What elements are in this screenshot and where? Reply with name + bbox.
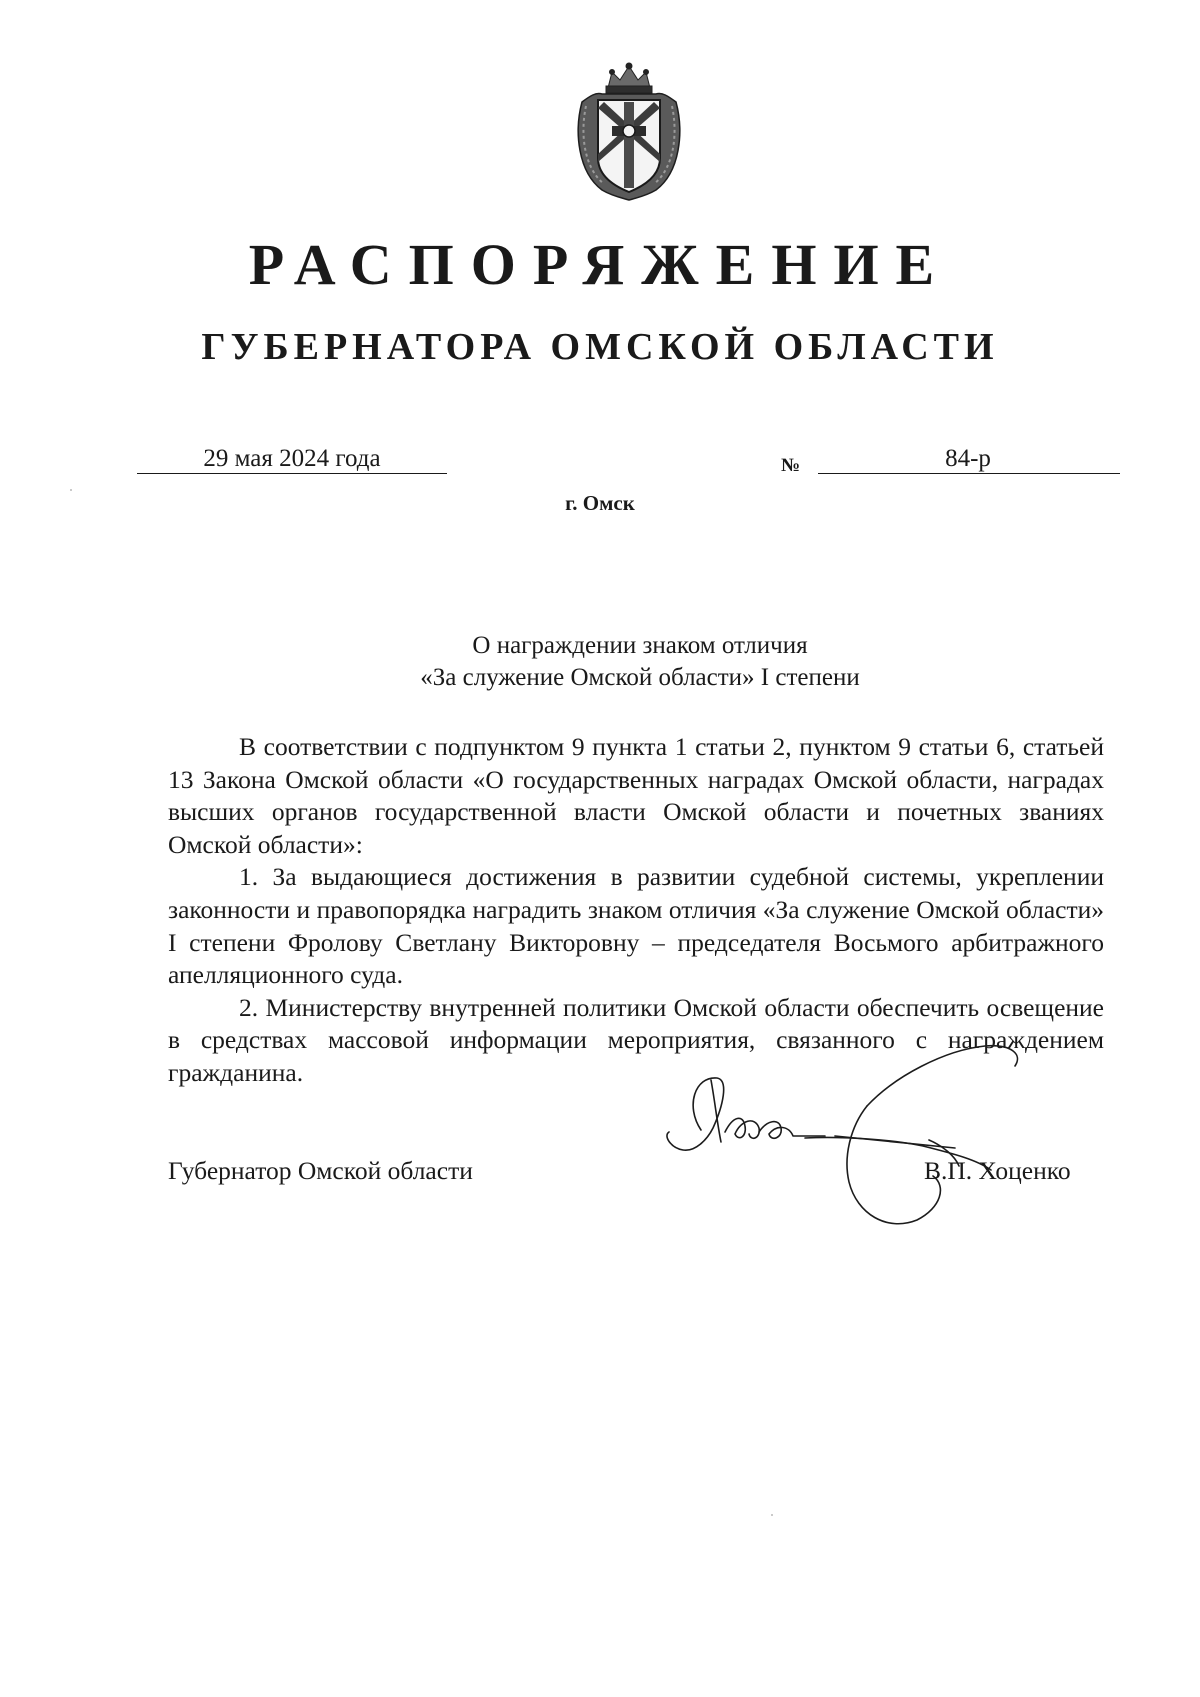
number-underline	[818, 473, 1120, 474]
date-underline	[137, 473, 447, 474]
body-paragraph-2: 2. Министерству внутренней политики Омской области обеспечить освещение в средствах массовой информации мероприятия, связанного с награждением гражданина.	[168, 992, 1104, 1087]
document-subject	[380, 630, 900, 694]
handwritten-signature	[655, 1036, 1085, 1256]
document-city: г. Омск	[565, 491, 635, 515]
scan-artifact	[70, 489, 72, 491]
coat-of-arms-emblem	[572, 62, 686, 202]
subject-line-1: О награждении знаком отличия	[472, 632, 808, 659]
subject-line-2: «За служение Омской области» I степени	[420, 664, 860, 691]
signer-name: В.П. Хоценко	[924, 1156, 1071, 1185]
number-sign: №	[781, 455, 801, 476]
document-title: РАСПОРЯЖЕНИЕ	[248, 232, 952, 297]
document-date: 29 мая 2024 года	[203, 445, 381, 472]
document-number: 84-р	[945, 445, 991, 472]
body-paragraph-1: 1. За выдающиеся достижения в развитии судебной системы, укреплении законности и правопорядка наградить знаком отличия «За служение Омской области» I степени Фролову Светлану Викторовну – председателя Восьмого арбитражного апелляционного суда.	[168, 862, 1104, 990]
signer-title: Губернатор Омской области	[168, 1156, 473, 1185]
body-paragraph-preamble: В соответствии с подпунктом 9 пункта 1 статьи 2, пунктом 9 статьи 6, статьей 13 Закона Омской области «О государственных наградах Омской области, наградах высших органов государственной власти Омской области и почетных званиях Омской области»:	[168, 732, 1104, 859]
document-issuer: ГУБЕРНАТОРА ОМСКОЙ ОБЛАСТИ	[201, 326, 999, 368]
scan-artifact	[771, 1514, 773, 1516]
